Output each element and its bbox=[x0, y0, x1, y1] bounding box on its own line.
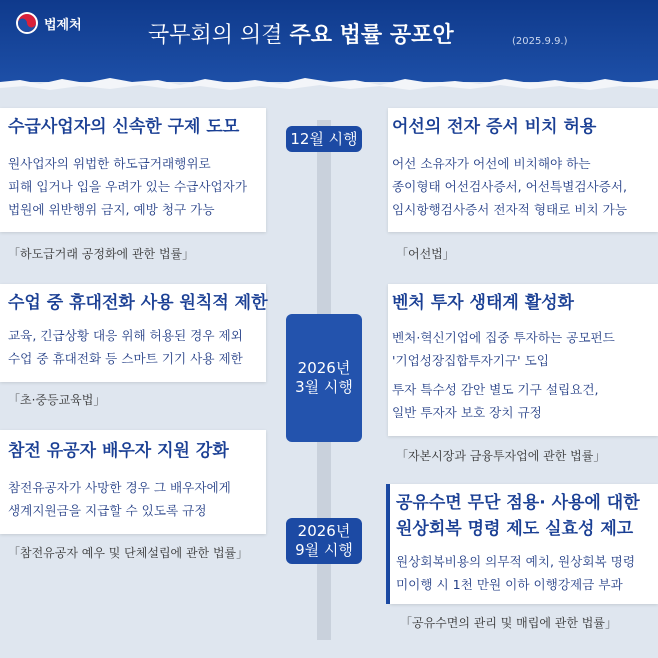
taegeuk-icon bbox=[16, 12, 38, 34]
badge-september bbox=[286, 518, 362, 564]
card-line: 수업 중 휴대전화 등 스마트 기기 사용 제한 bbox=[8, 351, 243, 366]
card-body bbox=[396, 550, 635, 596]
badge-september-month: 9월 시행 bbox=[295, 541, 353, 559]
card-title: 수급사업자의 신속한 구제 도모 bbox=[8, 117, 240, 137]
card-body bbox=[392, 152, 627, 221]
badge-december bbox=[286, 126, 362, 152]
agency-name: 법제처 bbox=[44, 17, 82, 33]
card-line: 교육, 긴급상황 대응 위해 허용된 경우 제외 bbox=[8, 328, 243, 343]
badge-march-year: 2026년 bbox=[297, 359, 351, 377]
badge-march bbox=[286, 314, 362, 442]
card-line: 임시항행검사증서 전자적 형태로 비치 가능 bbox=[392, 202, 627, 217]
card-veteran-spouse-support bbox=[0, 430, 266, 534]
card-line: '기업성장집합투자기구' 도입 bbox=[392, 353, 549, 368]
torn-paper-edge bbox=[0, 62, 658, 102]
title-bold: 주요 법률 공포안 bbox=[289, 23, 454, 48]
card-title: 공유수면 무단 점용· 사용에 대한 bbox=[396, 493, 640, 513]
badge-march-month: 3월 시행 bbox=[295, 378, 353, 396]
card-venture-investment bbox=[388, 284, 658, 436]
card-title: 수업 중 휴대전화 사용 원칙적 제한 bbox=[8, 293, 268, 313]
card-line: 종이형태 어선검사증서, 어선특별검사증서, bbox=[392, 179, 627, 194]
page-title bbox=[148, 18, 454, 49]
card-fishing-vessel-certificates bbox=[388, 108, 658, 232]
card-line: 참전유공자가 사망한 경우 그 배우자에게 bbox=[8, 480, 231, 495]
card-subcontractor-relief bbox=[0, 108, 266, 232]
law-name: 「공유수면의 관리 및 매립에 관한 법률」 bbox=[400, 616, 617, 630]
badge-december-label: 12월 시행 bbox=[290, 130, 358, 148]
card-body bbox=[392, 326, 615, 424]
law-name: 「어선법」 bbox=[396, 247, 455, 261]
card-line: 원사업자의 위법한 하도급거래행위로 bbox=[8, 156, 211, 171]
card-title: 참전 유공자 배우자 지원 강화 bbox=[8, 441, 229, 461]
card-line: 투자 특수성 감안 별도 기구 설립요건, bbox=[392, 382, 599, 397]
date-label: (2025.9.9.) bbox=[512, 36, 568, 47]
card-line: 피해 입거나 입을 우려가 있는 수급사업자가 bbox=[8, 179, 247, 194]
card-line: 생계지원금을 지급할 수 있도록 규정 bbox=[8, 503, 207, 518]
card-title: 벤처 투자 생태계 활성화 bbox=[392, 293, 574, 313]
law-name: 「하도급거래 공정화에 관한 법률」 bbox=[8, 247, 195, 261]
card-body bbox=[8, 324, 243, 370]
agency-logo bbox=[16, 12, 82, 34]
card-phone-restriction bbox=[0, 284, 266, 382]
law-name: 「자본시장과 금융투자업에 관한 법률」 bbox=[396, 449, 606, 463]
card-line: 원상회복비용의 의무적 예치, 원상회복 명령 bbox=[396, 554, 635, 569]
card-line: 법원에 위반행위 금지, 예방 청구 가능 bbox=[8, 202, 215, 217]
card-line: 벤처·혁신기업에 집중 투자하는 공모펀드 bbox=[392, 330, 615, 345]
badge-september-year: 2026년 bbox=[297, 522, 351, 540]
title-light: 국무회의 의결 bbox=[148, 23, 283, 48]
card-body bbox=[8, 152, 247, 221]
card-title-line2: 원상회복 명령 제도 실효성 제고 bbox=[396, 519, 634, 539]
card-title: 어선의 전자 증서 비치 허용 bbox=[392, 117, 597, 137]
card-line: 어선 소유자가 어선에 비치해야 하는 bbox=[392, 156, 591, 171]
law-name: 「참전유공자 예우 및 단체설립에 관한 법률」 bbox=[8, 546, 249, 560]
card-body bbox=[8, 476, 231, 522]
law-name: 「초·중등교육법」 bbox=[8, 393, 106, 407]
card-line: 일반 투자자 보호 장치 규정 bbox=[392, 405, 542, 420]
card-public-waters-restoration bbox=[390, 484, 658, 604]
card-line: 미이행 시 1천 만원 이하 이행강제금 부과 bbox=[396, 577, 623, 592]
